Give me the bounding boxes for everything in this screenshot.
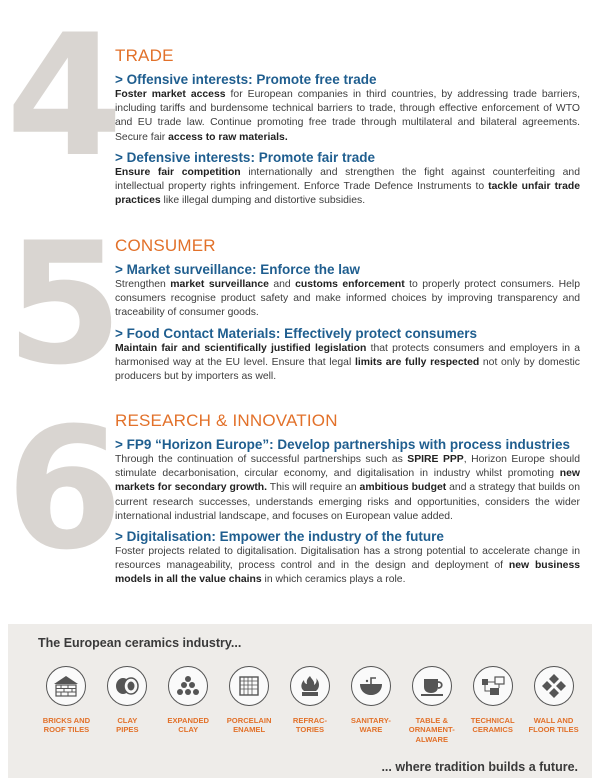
industry-item-wall-floor-tiles (523, 666, 584, 744)
industry-item-tableware (401, 666, 462, 744)
text-run: Through the continuation of successful partnerships such as (115, 454, 408, 465)
trade-offensive-text (115, 88, 580, 145)
consumer-market-text (115, 278, 580, 321)
consumer-section (115, 236, 580, 384)
text-run: internationally and strengthen the fight against counterfeiting and intellectual property rights infringement. Enforce Trade Defence Instruments to (115, 166, 580, 193)
section-number-5: 5 (6, 206, 119, 402)
wall-floor-tiles-icon (534, 666, 574, 706)
industry-item-refractories (280, 666, 341, 744)
footer-tagline: ... where tradition builds a future. (381, 760, 578, 774)
bold-text-run: ambitious budget (359, 482, 447, 494)
industry-item-sanitaryware (340, 666, 401, 744)
text-run: like illegal dumping and distortive subsidies. (160, 195, 366, 207)
trade-title: TRADE (115, 46, 174, 65)
bold-text-run: customs enforcement (295, 279, 405, 290)
sanitaryware-icon (351, 666, 391, 706)
bold-text-run: access to raw materials. (168, 131, 288, 143)
footer-title: The European ceramics industry... (38, 636, 242, 650)
industry-label: TABLE & ORNAMENT- ALWARE (408, 716, 455, 744)
research-digital-text (115, 545, 580, 588)
research-fp9-text (115, 453, 580, 524)
tableware-icon (412, 666, 452, 706)
industry-label: TECHNICAL CERAMICS (470, 716, 515, 735)
text-run: that protects consumers and employers in a harmonised way at the EU level. Ensure that legal (115, 342, 581, 368)
industry-label: WALL AND FLOOR TILES (528, 716, 579, 735)
text-run: not only by domestic producers but by importers as well. (115, 356, 580, 383)
industry-label: BRICKS AND ROOF TILES (42, 716, 91, 735)
industry-label: SANITARY- WARE (350, 716, 391, 735)
industry-item-technical-ceramics (462, 666, 523, 744)
text-run: and (268, 279, 296, 290)
text-run: in which ceramics plays a role. (261, 574, 406, 586)
research-digital-heading: > Digitalisation: Empower the industry of the future (115, 529, 444, 545)
industry-item-clay-pipes (97, 666, 158, 744)
bold-text-run: SPIRE PPP (407, 454, 464, 465)
expanded-clay-icon (168, 666, 208, 706)
trade-section (115, 46, 580, 208)
porcelain-enamel-icon (229, 666, 269, 706)
industry-item-bricks (36, 666, 97, 744)
bricks-roof-icon (46, 666, 86, 706)
trade-offensive-heading: > Offensive interests: Promote free trade (115, 72, 377, 87)
consumer-title: CONSUMER (115, 236, 216, 255)
industry-label: EXPANDED CLAY (167, 716, 210, 735)
consumer-food-heading: > Food Contact Materials: Effectively protect consumers (115, 325, 477, 341)
text-run: This will require an (267, 482, 360, 494)
bold-text-run: new business models in all the value chains (115, 560, 580, 586)
industry-label: CLAY PIPES (116, 716, 139, 735)
bold-text-run: new markets for secondary growth. (115, 468, 580, 494)
bold-text-run: Maintain fair and scientifically justified legislation (115, 342, 367, 354)
refractories-icon (290, 666, 330, 706)
industry-label: REFRAC- TORIES (292, 716, 328, 735)
text-run: Foster projects related to digitalisation. Digitalisation has a strong potential to accelerate change in resources manageability, process control and in the design and deployment of (115, 546, 580, 572)
industry-item-expanded-clay (158, 666, 219, 744)
bold-text-run: Ensure fair competition (115, 166, 241, 178)
bold-text-run: tackle unfair trade practices (115, 181, 580, 207)
section-number-4: 4 (6, 0, 119, 194)
bold-text-run: Foster market access (115, 89, 226, 100)
text-run: to properly protect consumers. Help consumers recognise product safety and make informed choices by improving transparency and traceability of consumer goods. (115, 279, 580, 319)
industry-icons-row (36, 666, 584, 744)
industry-label: PORCELAIN ENAMEL (226, 716, 272, 735)
research-section (115, 411, 580, 588)
bold-text-run: limits are fully respected (354, 356, 480, 368)
trade-defensive-text (115, 166, 580, 209)
consumer-food-text (115, 342, 580, 385)
ceramics-industry-footer (8, 624, 592, 778)
text-run: , Horizon Europe should stimulate decarbonisation, circular economy, and digitalisation in industry whilst promoting (115, 454, 580, 480)
consumer-market-heading: > Market surveillance: Enforce the law (115, 262, 360, 277)
technical-ceramics-icon (473, 666, 513, 706)
bold-text-run: market surveillance (170, 279, 269, 290)
research-title: RESEARCH & INNOVATION (115, 411, 338, 430)
research-fp9-heading: > FP9 “Horizon Europe”: Develop partnerships with process industries (115, 437, 570, 452)
trade-defensive-heading: > Defensive interests: Promote fair trade (115, 149, 375, 165)
clay-pipes-icon (107, 666, 147, 706)
text-run: for European companies in third countries, by addressing trade barriers, including tariffs and burdensome technical barriers to trade, through effective enforcement of WTO and EU trade law. Continue promoting free trade through multilateral and bilateral agreements. Secure fair (115, 89, 580, 143)
industry-item-porcelain-enamel (219, 666, 280, 744)
text-run: and a strategy that builds on current research successes, understands emerging risks and opportunities, considers the wider international industrial landscape, and focuses on European value added. (115, 482, 580, 522)
section-number-6: 6 (6, 391, 119, 587)
text-run: Strengthen (115, 279, 171, 290)
